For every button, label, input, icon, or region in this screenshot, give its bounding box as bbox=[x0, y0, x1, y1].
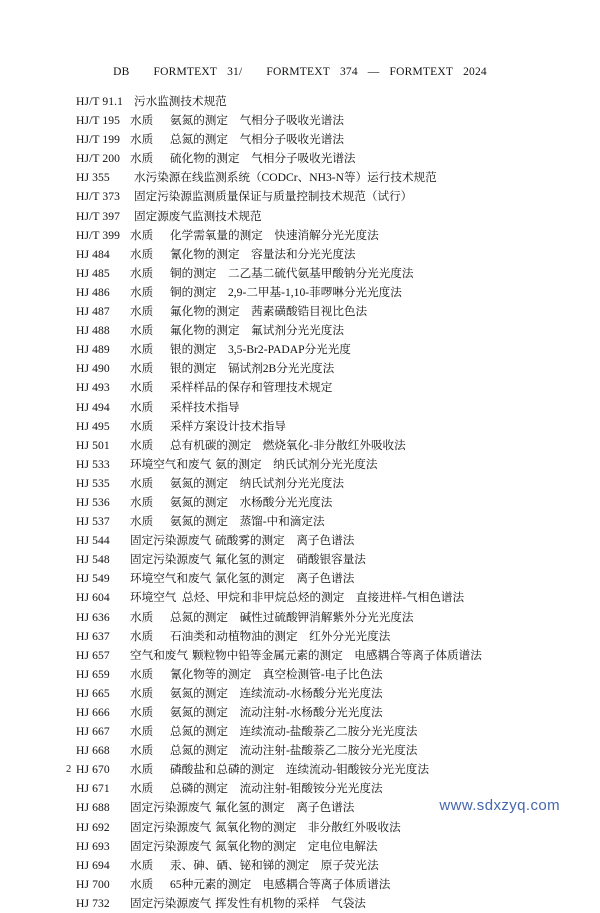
standard-item bbox=[76, 493, 576, 512]
standard-title: 氟化氢的测定 硝酸银容量法 bbox=[215, 553, 366, 567]
standard-item bbox=[76, 569, 576, 588]
standard-code: HJ 636 bbox=[76, 610, 110, 624]
standard-title: 氨氮的测定 蒸馏-中和滴定法 bbox=[170, 515, 325, 529]
header-number-2: 374 bbox=[339, 66, 358, 78]
standard-code: HJ/T 200 bbox=[76, 152, 121, 166]
standard-code: HJ 533 bbox=[76, 457, 110, 471]
standard-item bbox=[76, 703, 576, 722]
standard-category: 水质 bbox=[130, 515, 154, 529]
standard-code: HJ 688 bbox=[76, 801, 110, 815]
standard-code: HJ 700 bbox=[76, 877, 110, 891]
standard-code: HJ 665 bbox=[76, 686, 110, 700]
standard-category: 水质 bbox=[130, 266, 154, 280]
standard-code: HJ 668 bbox=[76, 744, 110, 758]
standard-item bbox=[76, 264, 576, 283]
standard-category: 固定污染源废气 bbox=[130, 534, 212, 548]
standard-category: 水质 bbox=[130, 228, 154, 242]
standard-category: 水质 bbox=[130, 285, 154, 299]
standard-title: 挥发性有机物的采样 气袋法 bbox=[215, 896, 366, 910]
standard-code: HJ 487 bbox=[76, 305, 110, 319]
standard-item bbox=[76, 207, 576, 226]
standard-title: 总氮的测定 气相分子吸收光谱法 bbox=[170, 133, 344, 147]
standard-category: 水质 bbox=[130, 305, 154, 319]
standard-title: 化学需氧量的测定 快速消解分光光度法 bbox=[170, 228, 379, 242]
standard-item bbox=[76, 149, 576, 168]
standard-item bbox=[76, 627, 576, 646]
standard-title: 氨氮的测定 连续流动-水杨酸分光光度法 bbox=[170, 686, 383, 700]
standard-category: 固定污染源废气 bbox=[130, 553, 212, 567]
standard-item bbox=[76, 398, 576, 417]
standard-code: HJ 666 bbox=[76, 706, 110, 719]
standard-item bbox=[76, 588, 576, 607]
standard-item bbox=[76, 646, 576, 665]
standard-code: HJ 494 bbox=[76, 400, 110, 414]
standard-code: HJ 694 bbox=[76, 858, 110, 872]
standard-item bbox=[76, 283, 576, 302]
standard-item bbox=[76, 760, 576, 779]
standard-title: 氨氮的测定 水杨酸分光光度法 bbox=[170, 495, 333, 509]
standard-title: 铜的测定 2,9-二甲基-1,10-菲啰啉分光光度法 bbox=[170, 285, 402, 299]
standard-item bbox=[76, 417, 576, 436]
standard-item bbox=[76, 340, 576, 359]
header-form-2: FORMTEXT bbox=[266, 66, 330, 78]
header-number-1: 31/ bbox=[227, 66, 243, 78]
standard-title: 氨的测定 纳氏试剂分光光度法 bbox=[215, 457, 378, 471]
standard-item bbox=[76, 779, 576, 798]
header-prefix: DB bbox=[113, 66, 130, 78]
standard-item bbox=[76, 130, 576, 149]
standard-title: 水污染源在线监测系统（CODCr、NH3-N等）运行技术规范 bbox=[134, 171, 437, 185]
standard-category: 水质 bbox=[130, 343, 154, 357]
standard-title: 总磷的测定 流动注射-钼酸铵分光光度法 bbox=[170, 782, 383, 796]
standard-item bbox=[76, 226, 576, 245]
standard-category: 水质 bbox=[130, 152, 154, 166]
standard-item bbox=[76, 684, 576, 703]
standard-code: HJ/T 399 bbox=[76, 228, 121, 242]
standard-code: HJ 659 bbox=[76, 667, 110, 681]
standard-category: 水质 bbox=[130, 362, 154, 376]
standard-title: 氯化氢的测定 离子色谱法 bbox=[215, 572, 355, 586]
standard-category: 水质 bbox=[130, 629, 154, 643]
standard-item bbox=[76, 550, 576, 569]
standard-title: 硫酸雾的测定 离子色谱法 bbox=[215, 534, 355, 548]
standard-code: HJ/T 199 bbox=[76, 133, 121, 147]
standard-category: 水质 bbox=[130, 610, 154, 624]
standard-title: 颗粒物中铅等金属元素的测定 电感耦合等离子体质谱法 bbox=[191, 648, 482, 662]
standard-code: HJ 536 bbox=[76, 495, 110, 509]
standard-code: HJ 537 bbox=[76, 515, 110, 529]
standard-item bbox=[76, 531, 576, 550]
standard-title: 氮氧化物的测定 定电位电解法 bbox=[215, 839, 378, 853]
standard-code: HJ 671 bbox=[76, 782, 110, 796]
standard-category: 固定污染源废气 bbox=[130, 896, 212, 910]
standard-title: 固定污染源监测质量保证与质量控制技术规范（试行） bbox=[134, 190, 413, 204]
standard-category: 水质 bbox=[130, 686, 154, 700]
standard-title: 氰化物的测定 容量法和分光光度法 bbox=[170, 247, 356, 261]
standard-category: 水质 bbox=[130, 706, 154, 719]
standard-item bbox=[76, 741, 576, 760]
standard-category: 水质 bbox=[130, 495, 154, 509]
standard-item bbox=[76, 818, 576, 837]
standard-item bbox=[76, 455, 576, 474]
standard-title: 氟化氢的测定 离子色谱法 bbox=[215, 801, 355, 815]
standard-title: 银的测定 3,5-Br2-PADAP分光光度 bbox=[170, 343, 351, 357]
header-form-3: FORMTEXT bbox=[389, 66, 454, 78]
standard-category: 水质 bbox=[130, 400, 154, 414]
standard-code: HJ 604 bbox=[76, 591, 110, 605]
standard-title: 氨氮的测定 气相分子吸收光谱法 bbox=[170, 114, 344, 128]
standard-category: 环境空气和废气 bbox=[130, 457, 212, 471]
standard-title: 采样方案设计技术指导 bbox=[170, 419, 286, 433]
standard-code: HJ/T 373 bbox=[76, 190, 121, 204]
standard-title: 铜的测定 二乙基二硫代氨基甲酸钠分光光度法 bbox=[170, 266, 414, 280]
header-form-1: FORMTEXT bbox=[153, 66, 218, 78]
standard-category: 水质 bbox=[130, 324, 154, 338]
standard-category: 水质 bbox=[130, 381, 154, 395]
standard-code: HJ 549 bbox=[76, 572, 110, 586]
standard-category: 水质 bbox=[130, 419, 154, 433]
standard-category: 固定污染源废气 bbox=[130, 801, 212, 815]
standard-category: 水质 bbox=[130, 744, 154, 758]
standard-code: HJ 548 bbox=[76, 553, 110, 567]
standard-category: 水质 bbox=[130, 782, 154, 796]
standard-code: HJ 692 bbox=[76, 820, 110, 834]
standard-category: 环境空气和废气 bbox=[130, 572, 212, 586]
standard-code: HJ 693 bbox=[76, 839, 110, 853]
standard-category: 水质 bbox=[130, 438, 154, 452]
standard-title: 总氮的测定 碱性过硫酸钾消解紫外分光光度法 bbox=[170, 610, 414, 624]
standard-code: HJ 670 bbox=[76, 763, 110, 777]
header-dash: — bbox=[367, 66, 380, 78]
standard-title: 总有机碳的测定 燃烧氧化-非分散红外吸收法 bbox=[170, 438, 406, 452]
header-year: 2024 bbox=[463, 66, 487, 78]
standard-title: 总烃、甲烷和非甲烷总烃的测定 直接进样-气相色谱法 bbox=[182, 591, 465, 605]
standard-item bbox=[76, 608, 576, 627]
standard-category: 水质 bbox=[130, 877, 154, 891]
standard-category: 空气和废气 bbox=[130, 648, 188, 662]
standard-category: 水质 bbox=[130, 858, 154, 872]
standard-code: HJ 501 bbox=[76, 438, 110, 452]
standard-code: HJ 637 bbox=[76, 629, 110, 643]
standard-category: 水质 bbox=[130, 763, 154, 777]
standard-title: 污水监测技术规范 bbox=[134, 95, 227, 108]
standard-item bbox=[76, 111, 576, 130]
standard-item bbox=[76, 168, 576, 187]
standard-category: 水质 bbox=[130, 133, 154, 147]
standard-title: 磷酸盐和总磷的测定 连续流动-钼酸铵分光光度法 bbox=[170, 763, 429, 777]
standard-category: 水质 bbox=[130, 247, 154, 261]
standard-title: 总氮的测定 连续流动-盐酸萘乙二胺分光光度法 bbox=[170, 725, 418, 739]
standard-category: 水质 bbox=[130, 476, 154, 490]
standard-title: 氨氮的测定 纳氏试剂分光光度法 bbox=[170, 476, 344, 490]
standard-item bbox=[76, 245, 576, 264]
standard-item bbox=[76, 378, 576, 397]
standard-title: 采样技术指导 bbox=[170, 400, 240, 414]
standard-item bbox=[76, 302, 576, 321]
page-number: 2 bbox=[66, 764, 72, 775]
standard-code: HJ 667 bbox=[76, 725, 110, 739]
standard-title: 固定源废气监测技术规范 bbox=[134, 209, 262, 223]
standard-title: 氟化物的测定 茜素磺酸锆目视比色法 bbox=[170, 305, 368, 319]
standard-code: HJ 495 bbox=[76, 419, 110, 433]
standard-title: 65种元素的测定 电感耦合等离子体质谱法 bbox=[170, 877, 391, 891]
standard-code: HJ 544 bbox=[76, 534, 110, 548]
standard-title: 采样样品的保存和管理技术规定 bbox=[170, 381, 333, 395]
standard-code: HJ/T 91.1 bbox=[76, 95, 124, 108]
standard-code: HJ 489 bbox=[76, 343, 110, 357]
standard-category: 环境空气 bbox=[130, 591, 177, 605]
standard-category: 水质 bbox=[130, 114, 154, 128]
standard-code: HJ 488 bbox=[76, 324, 110, 338]
standard-title: 总氮的测定 流动注射-盐酸萘乙二胺分光光度法 bbox=[170, 744, 418, 758]
standard-title: 硫化物的测定 气相分子吸收光谱法 bbox=[170, 152, 356, 166]
standard-item bbox=[76, 187, 576, 206]
standard-item bbox=[76, 894, 576, 913]
standard-code: HJ 485 bbox=[76, 266, 110, 280]
standard-item bbox=[76, 321, 576, 340]
standard-item bbox=[76, 512, 576, 531]
standard-item bbox=[76, 875, 576, 894]
standard-code: HJ 486 bbox=[76, 285, 110, 299]
standard-code: HJ/T 195 bbox=[76, 114, 121, 128]
standards-list bbox=[76, 92, 576, 913]
standard-item bbox=[76, 856, 576, 875]
standard-item bbox=[76, 665, 576, 684]
standard-item bbox=[76, 436, 576, 455]
standard-item bbox=[76, 92, 576, 111]
standard-category: 固定污染源废气 bbox=[130, 820, 212, 834]
standard-category: 水质 bbox=[130, 667, 154, 681]
standard-item bbox=[76, 359, 576, 378]
standard-code: HJ 535 bbox=[76, 476, 110, 490]
page-header bbox=[0, 66, 600, 78]
standard-item bbox=[76, 722, 576, 741]
standard-category: 水质 bbox=[130, 725, 154, 739]
standard-code: HJ 657 bbox=[76, 648, 110, 662]
standard-title: 银的测定 镉试剂2B分光光度法 bbox=[170, 362, 335, 376]
standard-title: 氟化物的测定 氟试剂分光光度法 bbox=[170, 324, 344, 338]
standard-item bbox=[76, 837, 576, 856]
standard-category: 固定污染源废气 bbox=[130, 839, 212, 853]
standard-title: 氮氧化物的测定 非分散红外吸收法 bbox=[215, 820, 401, 834]
standard-title: 氨氮的测定 流动注射-水杨酸分光光度法 bbox=[170, 706, 383, 719]
standard-code: HJ 493 bbox=[76, 381, 110, 395]
standard-code: HJ 732 bbox=[76, 896, 110, 910]
standard-item bbox=[76, 474, 576, 493]
standard-code: HJ 484 bbox=[76, 247, 110, 261]
standard-title: 氰化物等的测定 真空检测管-电子比色法 bbox=[170, 667, 383, 681]
standard-code: HJ 490 bbox=[76, 362, 110, 376]
standard-code: HJ/T 397 bbox=[76, 209, 121, 223]
standard-title: 石油类和动植物油的测定 红外分光光度法 bbox=[170, 629, 391, 643]
standard-title: 汞、砷、硒、铋和锑的测定 原子荧光法 bbox=[170, 858, 379, 872]
standard-code: HJ 355 bbox=[76, 171, 110, 185]
watermark: www.sdxzyq.com bbox=[439, 797, 560, 814]
